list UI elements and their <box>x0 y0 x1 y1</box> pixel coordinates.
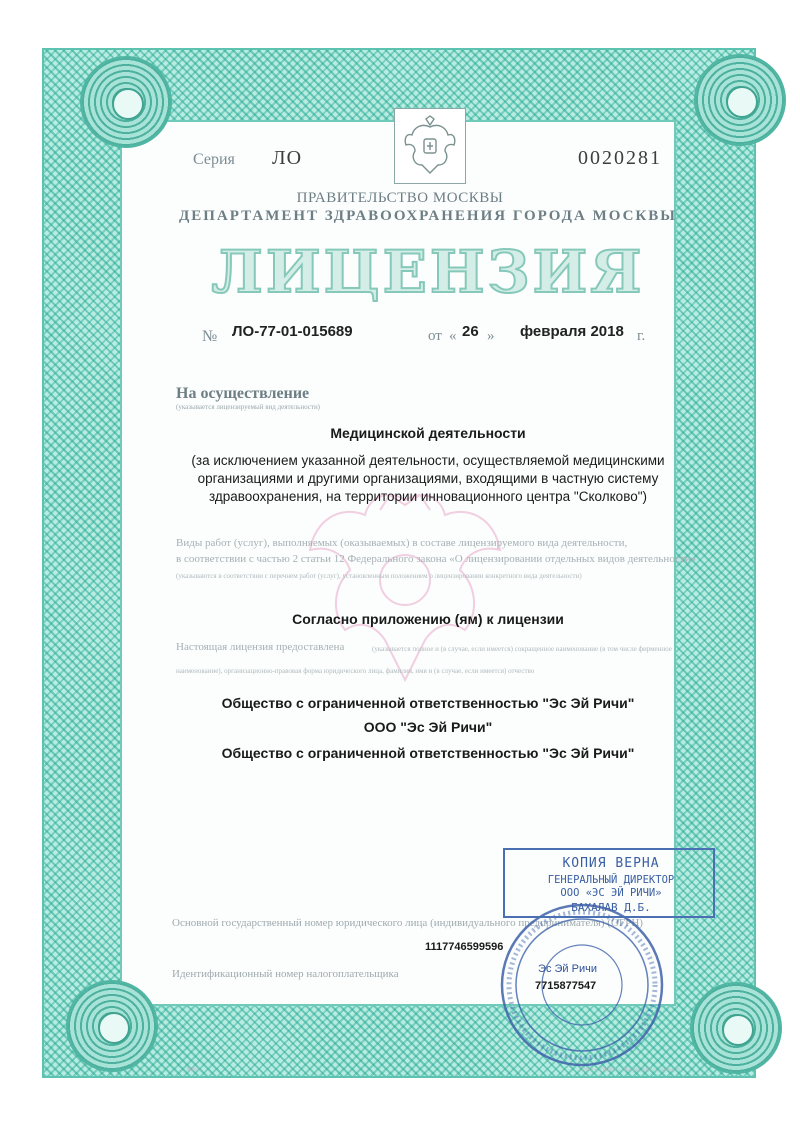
rosette-ornament <box>66 980 158 1072</box>
stamp-signatory-line: БАХАЛАВ Д.Б. <box>571 901 651 914</box>
activity-exclusion: (за исключением указанной деятельности, осуществляемой медицинскими организациями и другими организациями, входящими в частную систему здравоохранения, на территории инновационного центра "Сколково") <box>191 453 665 504</box>
series-value: ЛО <box>272 147 303 169</box>
double-headed-eagle-icon <box>402 115 458 177</box>
series-label: Серия <box>193 151 235 168</box>
license-month-year: февраля 2018 <box>520 323 624 340</box>
ogrn-value: 1117746599596 <box>425 941 504 953</box>
holder-label: Настоящая лицензия предоставлена <box>176 641 345 653</box>
holder-note-line2: наименование), организационно-правовая форма юридического лица, фамилия, имя и (в случае, если имеется) отчество <box>176 667 535 675</box>
rosette-ornament <box>80 56 172 148</box>
activity-name: Медицинской деятельности <box>330 425 526 441</box>
document-title: ЛИЦЕНЗИЯ <box>211 238 645 306</box>
footer-printer-mark: ООО «ОПЦИОН», Москва, 2018 г., уровень А <box>582 1068 681 1073</box>
license-day: 26 <box>462 323 479 340</box>
works-note: (указываются в соответствии с перечнем работ (услуг), установленным положением о лицензировании конкретного вида деятельности) <box>176 572 582 580</box>
seal-company-name: Эс Эй Ричи <box>538 963 597 975</box>
inn-value: 7715877547 <box>535 980 597 992</box>
year-suffix: г. <box>637 328 646 344</box>
date-quote-open: « <box>449 328 457 344</box>
activity-label-note: (указывается лицензируемый вид деятельности) <box>176 403 321 411</box>
ogrn-label: Основной государственный номер юридического лица (индивидуального предпринимателя) (ОГРН) <box>172 917 643 929</box>
rosette-ornament <box>694 54 786 146</box>
holder-short-name: ООО "Эс Эй Ричи" <box>363 719 493 735</box>
number-sign: № <box>202 328 218 345</box>
holder-full-name: Общество с ограниченной ответственностью "Эс Эй Ричи" <box>221 695 635 711</box>
stamp-company-line: ООО «ЭС ЭЙ РИЧИ» <box>560 887 662 899</box>
date-from-label: от <box>428 328 442 344</box>
blank-number: 0020281 <box>578 147 662 169</box>
footer-left-mark: АНИК <box>186 1068 201 1073</box>
activity-label: На осуществление <box>176 385 310 402</box>
stamp-position-line: ГЕНЕРАЛЬНЫЙ ДИРЕКТОР <box>547 874 675 886</box>
issuing-government: ПРАВИТЕЛЬСТВО МОСКВЫ <box>296 190 504 206</box>
works-label-line1: Виды работ (услуг), выполняемых (оказываемых) в составе лицензируемого вида деятельности, <box>176 537 628 549</box>
date-quote-close: » <box>487 328 495 344</box>
holder-note: (указывается полное и (в случае, если имеется) сокращенное наименование (в том числе фирменное <box>372 645 672 653</box>
certified-copy-stamp <box>503 848 715 918</box>
holder-brand-name: Общество с ограниченной ответственностью "Эс Эй Ричи" <box>221 745 635 761</box>
works-value: Согласно приложению (ям) к лицензии <box>292 611 564 627</box>
works-label-line2: в соответствии с частью 2 статьи 12 Федерального закона «О лицензировании отдельных видов деятельности» <box>176 553 697 565</box>
license-number: ЛО-77-01-015689 <box>232 323 353 340</box>
coat-of-arms-emblem <box>394 108 466 184</box>
issuing-department: ДЕПАРТАМЕНТ ЗДРАВООХРАНЕНИЯ ГОРОДА МОСКВЫ <box>178 208 678 224</box>
inn-label: Идентификационный номер налогоплательщика <box>172 968 399 980</box>
stamp-copy-line: КОПИЯ ВЕРНА <box>562 856 660 871</box>
rosette-ornament <box>690 982 782 1074</box>
